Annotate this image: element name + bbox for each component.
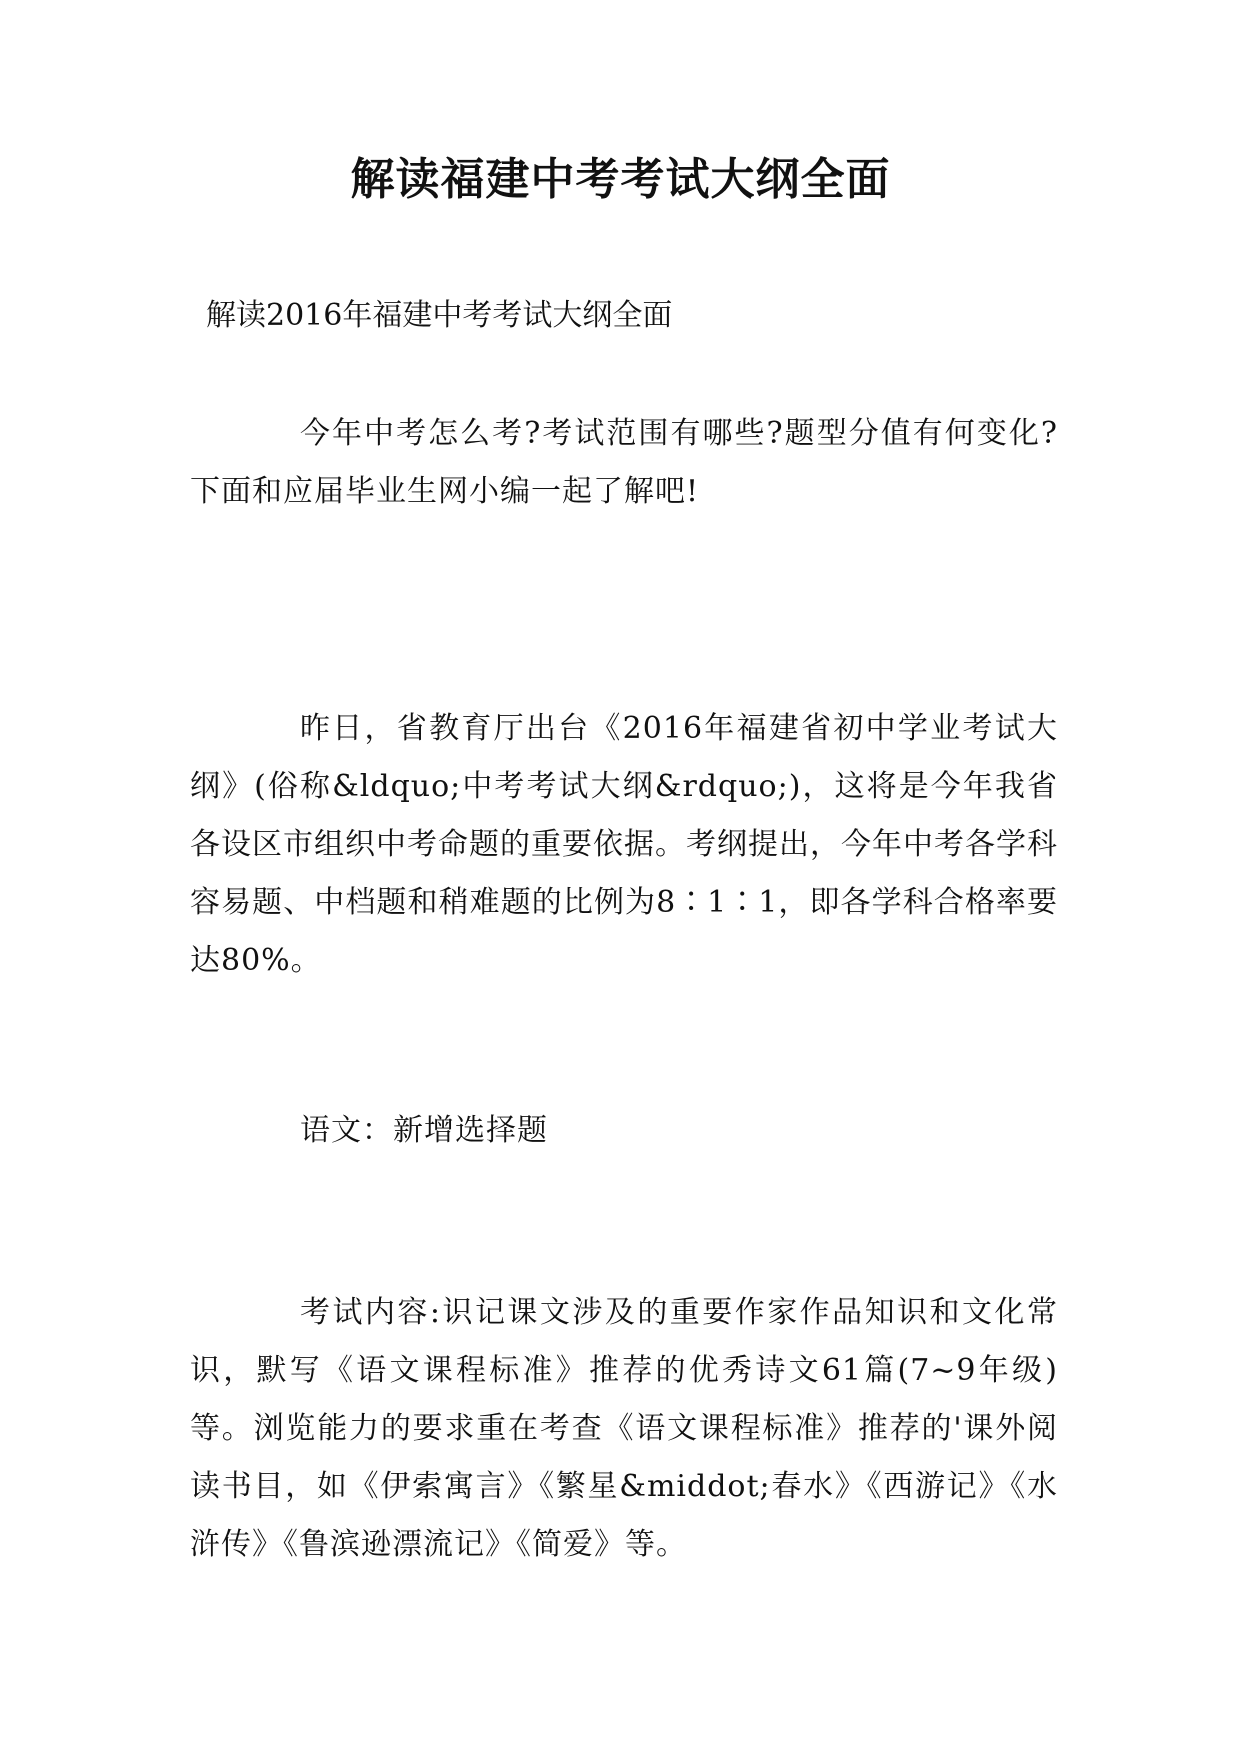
paragraph-intro: 今年中考怎么考?考试范围有哪些?题型分值有何变化?下面和应届毕业生网小编一起了解吧! (190, 416, 1058, 509)
paragraph-announcement: 昨日，省教育厅出台《2016年福建省初中学业考试大纲》(俗称&ldquo;中考考试大纲&rdquo;)，这将是今年我省各设区市组织中考命题的重要依据。考纲提出，今年中考各学科容易题、中档题和稍难题的比例为8∶1∶1，即各学科合格率要达80%。 (190, 711, 1058, 978)
section-heading-chinese: 语文：新增选择题 (300, 1113, 548, 1148)
document-subtitle: 解读2016年福建中考考试大纲全面 (206, 298, 673, 333)
document-title: 解读福建中考考试大纲全面 (350, 154, 891, 205)
paragraph-exam-content: 考试内容:识记课文涉及的重要作家作品知识和文化常识，默写《语文课程标准》推荐的优秀诗文61篇(7~9年级)等。浏览能力的要求重在考查《语文课程标准》推荐的'课外阅读书目，如《伊索寓言》《繁星&middot;春水》《西游记》《水浒传》《鲁滨逊漂流记》《简爱》等。 (190, 1295, 1058, 1562)
